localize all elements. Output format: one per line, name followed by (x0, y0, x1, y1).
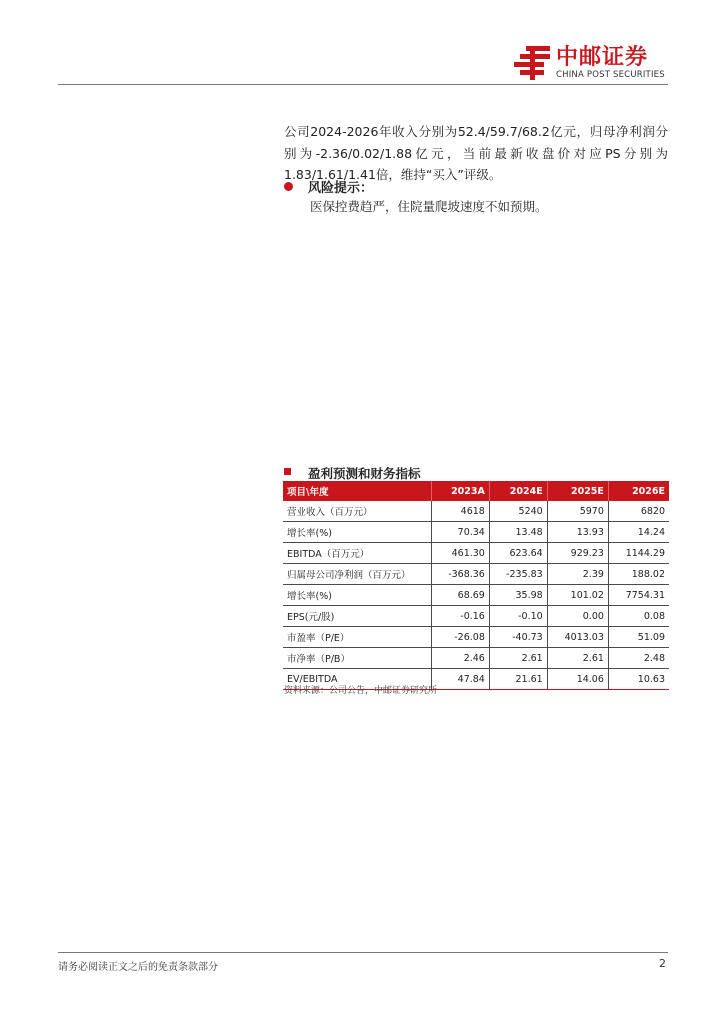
table-cell: 1144.29 (608, 543, 669, 564)
footer-disclaimer: 请务必阅读正文之后的免责条款部分 (58, 962, 218, 973)
table-cell: 5970 (547, 501, 608, 522)
column-header: 2023A (432, 481, 490, 501)
table-title: 盈利预测和财务指标 (308, 466, 421, 481)
table-cell: 188.02 (608, 564, 669, 585)
table-cell: -40.73 (489, 627, 547, 648)
table-cell: -368.36 (432, 564, 490, 585)
table-cell: -0.16 (432, 606, 490, 627)
page-number: 2 (659, 957, 666, 970)
risk-text: 医保控费趋严，住院量爬坡速度不如预期。 (310, 199, 548, 214)
row-label: 归属母公司净利润（百万元） (283, 564, 432, 585)
forecast-paragraph: 公司2024-2026年收入分别为52.4/59.7/68.2亿元，归母净利润分别为-2.36/0.02/1.88亿元，当前最新收盘价对应PS分别为1.83/1.61/1.41倍，维持“买入”评级。 (284, 124, 668, 182)
table-cell: 101.02 (547, 585, 608, 606)
table-cell: 7754.31 (608, 585, 669, 606)
column-header: 2026E (608, 481, 669, 501)
table-cell: 14.24 (608, 522, 669, 543)
brand-name-cn: 中邮证券 (556, 45, 649, 70)
table-row (283, 585, 669, 606)
row-label: 营业收入（百万元） (283, 501, 432, 522)
table-cell: 10.63 (608, 669, 669, 690)
brand-name-en: CHINA POST SECURITIES (556, 70, 665, 80)
table-cell: 0.08 (608, 606, 669, 627)
table-cell: 13.48 (489, 522, 547, 543)
bullet-icon (284, 182, 293, 191)
table-row (283, 501, 669, 522)
table-row (283, 564, 669, 585)
row-label: 市盈率（P/E） (283, 627, 432, 648)
header-divider (58, 84, 668, 85)
table-cell: 51.09 (608, 627, 669, 648)
table-row (283, 522, 669, 543)
table-cell: 4618 (432, 501, 490, 522)
risk-title: 风险提示： (308, 181, 374, 196)
row-label: EBITDA（百万元） (283, 543, 432, 564)
financial-forecast-table (283, 481, 669, 690)
table-row (283, 543, 669, 564)
table-cell: 2.39 (547, 564, 608, 585)
table-cell: 2.46 (432, 648, 490, 669)
table-row (283, 606, 669, 627)
table-cell: 461.30 (432, 543, 490, 564)
table-header-row (283, 481, 669, 501)
table-cell: 2.61 (489, 648, 547, 669)
table-row (283, 648, 669, 669)
row-label: EPS(元/股) (283, 606, 432, 627)
table-cell: -235.83 (489, 564, 547, 585)
table-cell: 68.69 (432, 585, 490, 606)
square-bullet-icon (284, 468, 291, 475)
table-cell: 13.93 (547, 522, 608, 543)
table-cell: 14.06 (547, 669, 608, 690)
row-label: 增长率(%) (283, 522, 432, 543)
table-cell: 5240 (489, 501, 547, 522)
table-row (283, 627, 669, 648)
table-cell: 70.34 (432, 522, 490, 543)
table-source-note: 资料来源：公司公告，中邮证券研究所 (284, 686, 438, 696)
table-cell: -26.08 (432, 627, 490, 648)
table-cell: 2.48 (608, 648, 669, 669)
table-cell: 623.64 (489, 543, 547, 564)
table-cell: 35.98 (489, 585, 547, 606)
china-post-logo-icon (512, 44, 552, 82)
column-header: 项目\年度 (283, 481, 432, 501)
table-cell: 929.23 (547, 543, 608, 564)
brand-logo (512, 44, 672, 82)
row-label: 增长率(%) (283, 585, 432, 606)
table-cell: 4013.03 (547, 627, 608, 648)
table-cell: 47.84 (432, 669, 490, 690)
column-header: 2025E (547, 481, 608, 501)
table-cell: 2.61 (547, 648, 608, 669)
row-label: 市净率（P/B） (283, 648, 432, 669)
table-cell: -0.10 (489, 606, 547, 627)
table-cell: 6820 (608, 501, 669, 522)
row-label: EV/EBITDA (283, 669, 432, 690)
table-cell: 0.00 (547, 606, 608, 627)
column-header: 2024E (489, 481, 547, 501)
table-cell: 21.61 (489, 669, 547, 690)
footer-divider (58, 952, 668, 953)
